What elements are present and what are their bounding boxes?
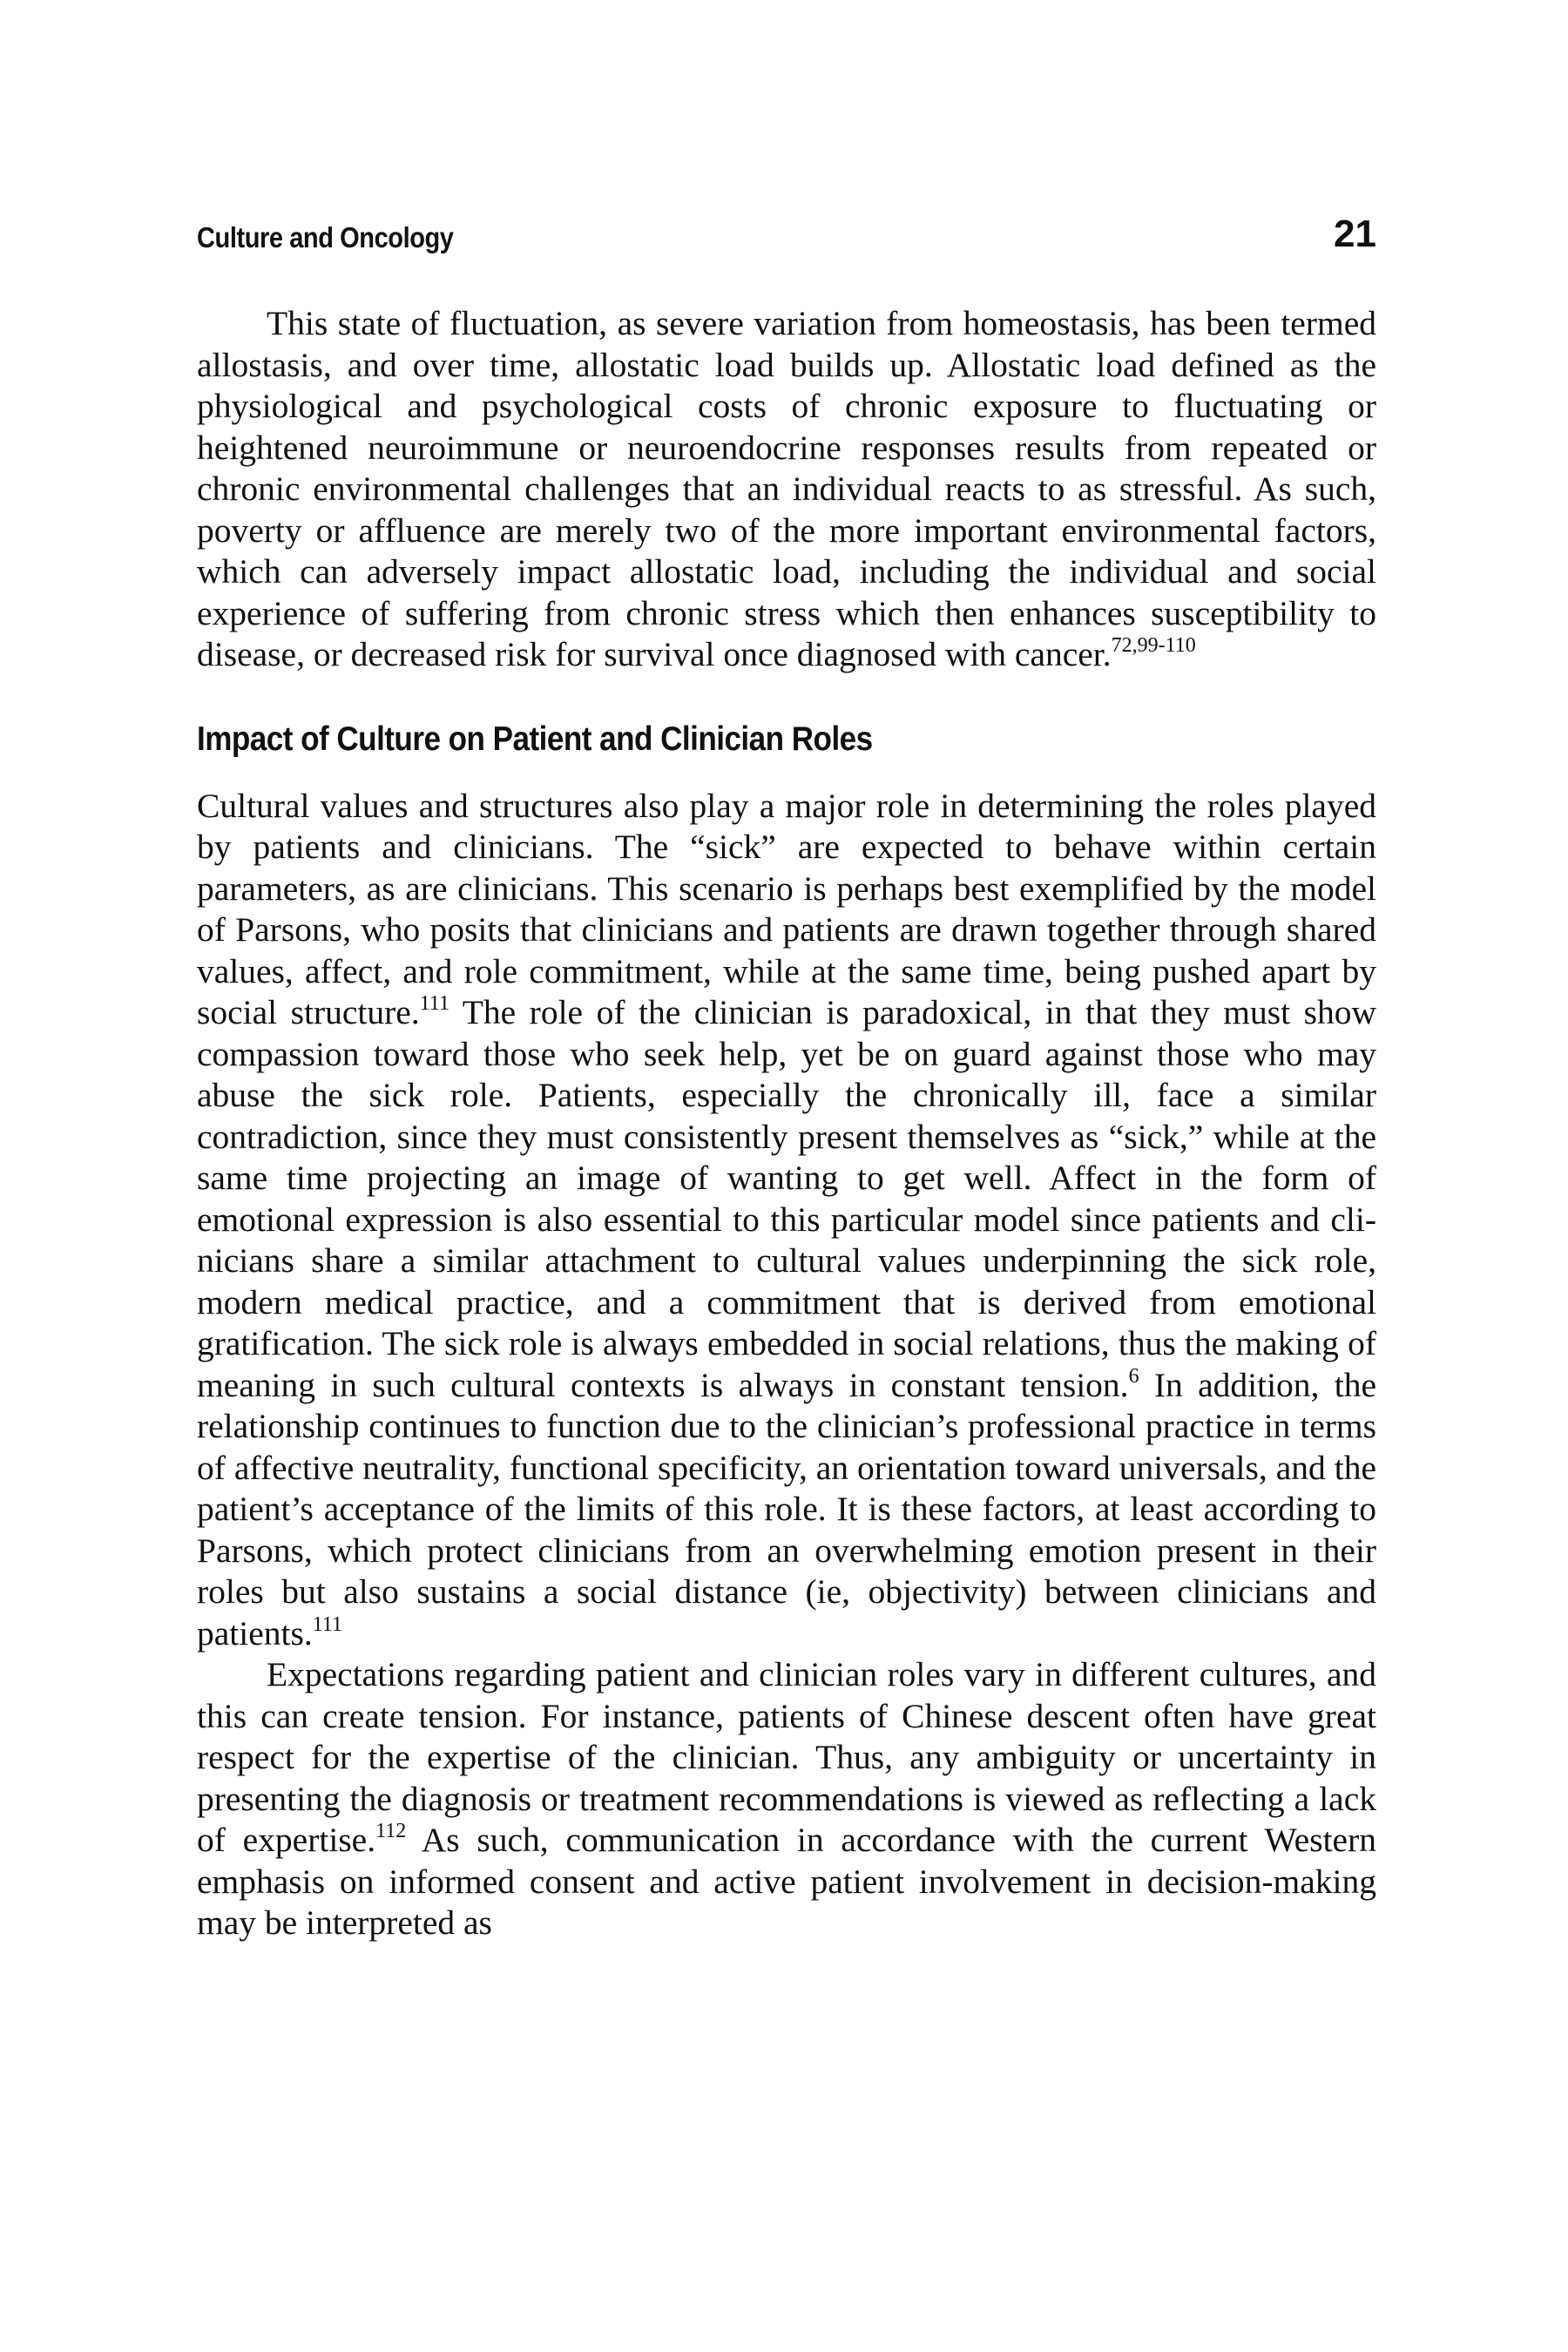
paragraph-text: In addition, the relationship continues to function due to the clinician’s professional practice in terms of affective neutrality, functional specificity, an orientation toward universals, and the patient’s acceptance of the limits of this role. It is these factors, at least according to Parsons, which protect clinicians from an overwhelming emotion present in their roles but also sustains a social distance (ie, objectivity) between clinicians and patients. xyxy=(197,1365,1376,1652)
paragraph-text: Expectations regarding patient and clinician roles vary in different cultures, and this can create tension. For instance, patients of Chinese descent often have great respect for the expertise of the clinician. Thus, any ambiguity or uncertainty in presenting the diagnosis or treatment recommendations is viewed as reflecting a lack of expertise. xyxy=(197,1655,1376,1859)
running-head xyxy=(197,209,1376,261)
citation-ref: 111 xyxy=(419,992,449,1015)
running-title: Culture and Oncology xyxy=(197,221,454,253)
body-text xyxy=(197,303,1376,1944)
citation-ref: 111 xyxy=(312,1612,342,1636)
paragraph-parsons-model xyxy=(197,786,1376,1655)
page-number: 21 xyxy=(1334,213,1376,255)
paragraph-role-expectations xyxy=(197,1654,1376,1944)
citation-ref: 112 xyxy=(375,1820,407,1842)
paragraph-text: Cultural values and structures also play a major role in determining the roles played by patients and clinicians. The “sick” are expected to behave within certain parameters, as are clinicians. This scenario is perhaps best exemplified by the model of Parsons, who posits that clinicians and patients are drawn together through shared values, affect, and role commitment, while at the same time, being pushed apart by social structure. xyxy=(197,786,1376,1031)
paragraph-text: As such, communication in accordance with the current Western emphasis on informed consent and active patient involvement in decision-making may be interpreted as xyxy=(197,1821,1376,1942)
section-heading: Impact of Culture on Patient and Clinician Roles xyxy=(197,720,873,758)
paragraph-text: The role of the clinician is paradoxical, in that they must show compassion toward those who seek help, yet be on guard against those who may abuse the sick role. Patients, especially the chronically ill, face a similar contradiction, since they must consistently present themselves as “sick,” while at the same time projecting an image of wanting to get well. Affect in the form of emotional expression is also essential to this particular model since patients and clinicians share a similar attachment to cultural values underpinning the sick role, modern medical practice, and a commitment that is derived from emotional gratification. The sick role is always embedded in social relations, thus the making of meaning in such cultural contexts is always in constant tension. xyxy=(197,993,1376,1404)
citation-ref: 72,99-110 xyxy=(1111,634,1196,657)
paragraph-text: This state of fluctuation, as severe variation from homeostasis, has been termed allostasis, and over time, allostatic load builds up. Allostatic load defined as the physiological and psychological costs of chronic exposure to fluctuating or heightened neuroimmune or neuroendocrine responses results from repeated or chronic environmental challenges that an individual reacts to as stressful. As such, poverty or affluence are merely two of the more important environmental factors, which can adversely impact allostatic load, including the individual and social experience of suffering from chronic stress which then enhances susceptibility to disease, or decreased risk for survival once diagnosed with cancer. xyxy=(197,304,1376,673)
citation-ref: 6 xyxy=(1128,1364,1139,1388)
paragraph-allostatic-load xyxy=(197,303,1376,676)
